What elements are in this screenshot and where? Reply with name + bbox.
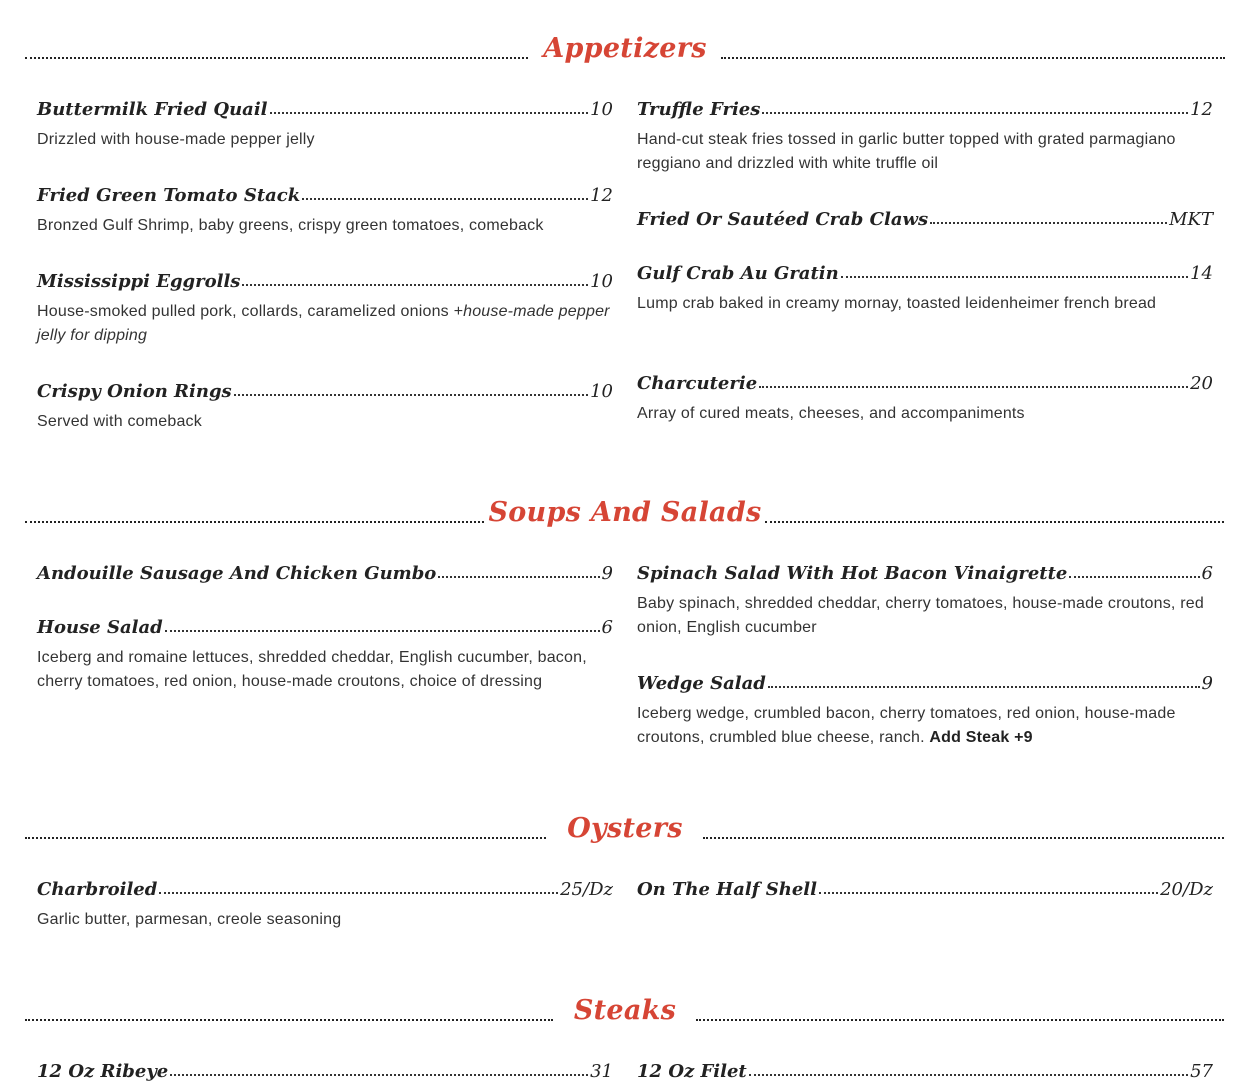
dot-leader (749, 1074, 1188, 1076)
item-price: 10 (590, 381, 613, 402)
menu-item (637, 97, 1213, 176)
dot-leader (768, 686, 1200, 688)
item-price: 20 (1190, 373, 1213, 394)
dot-leader (170, 1074, 588, 1076)
item-price: 57 (1190, 1061, 1213, 1082)
menu-item (637, 671, 1213, 750)
item-description: Served with comeback (37, 413, 202, 430)
item-name: Mississippi Eggrolls (37, 271, 241, 292)
item-description-note: +house-made pepper jelly for dipping (37, 303, 610, 344)
item-name: 12 Oz Ribeye (37, 1061, 169, 1082)
menu-item (637, 1059, 1213, 1083)
item-description: Array of cured meats, cheeses, and accompaniments (637, 405, 1025, 422)
dot-leader (841, 276, 1188, 278)
item-description (637, 702, 1213, 750)
menu-item (37, 379, 613, 434)
menu-item (637, 877, 1213, 901)
item-price: MKT (1169, 209, 1213, 230)
item-price: 9 (1201, 673, 1213, 694)
item-price: 20/Dz (1160, 879, 1213, 900)
menu-item (37, 1059, 613, 1083)
menu-item (37, 97, 613, 152)
dot-leader (165, 630, 600, 632)
menu-item (37, 269, 613, 348)
item-description: Iceberg and romaine lettuces, shredded cheddar, English cucumber, bacon, cherry tomatoes, red onion, house-made croutons, choice of dressing (37, 649, 587, 690)
menu-item (37, 877, 613, 932)
dot-leader (762, 112, 1188, 114)
section-title: Oysters (567, 813, 683, 844)
item-price: 9 (601, 563, 613, 584)
dot-leader (270, 112, 589, 114)
menu-item (637, 261, 1213, 316)
item-description: Baby spinach, shredded cheddar, cherry tomatoes, house-made croutons, red onion, English cucumber (637, 595, 1204, 636)
item-name: Andouille Sausage And Chicken Gumbo (37, 563, 437, 584)
item-price: 6 (601, 617, 613, 638)
item-name: Wedge Salad (637, 673, 766, 694)
item-name: Charbroiled (37, 879, 158, 900)
item-name: Gulf Crab Au Gratin (637, 263, 839, 284)
item-description: Bronzed Gulf Shrimp, baby greens, crispy green tomatoes, comeback (37, 217, 544, 234)
menu-item (37, 561, 613, 585)
item-name: Buttermilk Fried Quail (37, 99, 268, 120)
item-price: 10 (590, 99, 613, 120)
item-description: Hand-cut steak fries tossed in garlic butter topped with grated parmagiano reggiano and drizzled with white truffle oil (637, 131, 1176, 172)
item-name: 12 Oz Filet (637, 1061, 747, 1082)
menu-item (37, 183, 613, 238)
item-description-text: House-smoked pulled pork, collards, caramelized onions (37, 303, 449, 320)
dot-leader (438, 576, 599, 578)
menu-item (37, 615, 613, 694)
item-name: House Salad (37, 617, 163, 638)
section-title: Appetizers (543, 33, 707, 64)
menu-item (637, 207, 1213, 231)
item-description: Drizzled with house-made pepper jelly (37, 131, 315, 148)
item-price: 14 (1190, 263, 1213, 284)
dot-leader (302, 198, 588, 200)
item-name: Fried Green Tomato Stack (37, 185, 301, 206)
item-name: On The Half Shell (637, 879, 817, 900)
item-price: 31 (590, 1061, 613, 1082)
item-price: 25/Dz (560, 879, 613, 900)
item-name: Spinach Salad With Hot Bacon Vinaigrette (637, 563, 1068, 584)
dot-leader (234, 394, 588, 396)
item-name: Truffle Fries (637, 99, 761, 120)
item-price: 12 (1190, 99, 1213, 120)
dot-leader (759, 386, 1188, 388)
menu-item (637, 371, 1213, 426)
item-name: Charcuterie (637, 373, 758, 394)
section-title: Soups And Salads (488, 497, 762, 528)
dot-leader (159, 892, 558, 894)
menu-item (637, 561, 1213, 640)
dot-leader (930, 222, 1167, 224)
item-price: 6 (1201, 563, 1213, 584)
section-title: Steaks (573, 995, 677, 1026)
item-price: 12 (590, 185, 613, 206)
dot-leader (242, 284, 588, 286)
dot-leader (1069, 576, 1199, 578)
item-name: Crispy Onion Rings (37, 381, 232, 402)
item-name: Fried Or Sautéed Crab Claws (637, 209, 929, 230)
item-description-text: Iceberg wedge, crumbled bacon, cherry tomatoes, red onion, house-made croutons, crumbled blue cheese, ranch. (637, 705, 1176, 746)
item-description: Garlic butter, parmesan, creole seasoning (37, 911, 342, 928)
dot-leader (819, 892, 1158, 894)
item-description: Lump crab baked in creamy mornay, toasted leidenheimer french bread (637, 295, 1157, 312)
item-description (37, 300, 613, 348)
item-price: 10 (590, 271, 613, 292)
item-addon: Add Steak +9 (929, 729, 1033, 746)
